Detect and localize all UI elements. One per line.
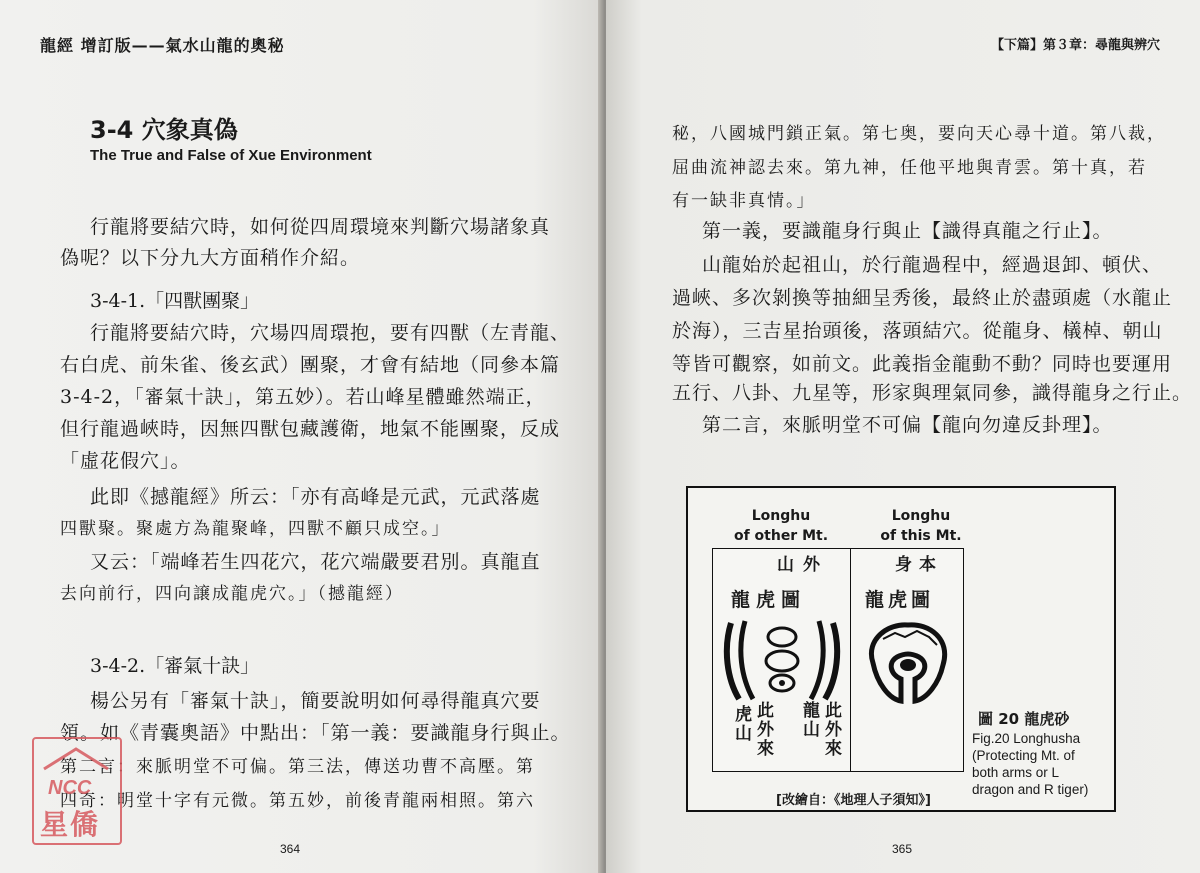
- figure-label-other: Longhu of other Mt.: [733, 508, 829, 544]
- page-number-left: 364: [280, 842, 301, 856]
- figure-label-this: Longhu of this Mt.: [880, 508, 962, 544]
- quote-line: 有一缺非真情。」: [672, 191, 816, 211]
- body-line: 五行、八卦、九星等，形家與理氣同參，識得龍身之行止。: [672, 382, 1193, 404]
- publisher-stamp: [32, 737, 122, 845]
- panel-text: 本: [915, 555, 935, 574]
- principle-second: 第二言，來脈明堂不可偏【龍向勿違反卦理】。: [702, 414, 1113, 436]
- running-head-left: 龍經 增訂版——氣水山龍的奧秘: [40, 36, 285, 55]
- panel-text: 虎山: [731, 705, 751, 743]
- quote-line: 此即《撼龍經》所云：「亦有高峰是元武，元武落處: [90, 486, 541, 508]
- panel-text: 山: [773, 555, 793, 574]
- body-line: 山龍始於起祖山，於行龍過程中，經過退卸、頓伏、: [702, 254, 1163, 276]
- panel-text: 龍虎圖: [865, 589, 935, 611]
- page-number-right: 365: [892, 842, 913, 856]
- body-line: 「虛花假穴」。: [60, 450, 191, 472]
- body-line: 楊公另有「審氣十訣」，簡要說明如何尋得龍真穴要: [90, 690, 541, 712]
- intro-line: 行龍將要結穴時，如何從四周環境來判斷穴場諸象真: [90, 216, 551, 238]
- panel-other-mountain: [712, 548, 852, 772]
- body-line: 但行龍過峽時，因無四獸包藏護衛，地氣不能團聚，反成: [60, 418, 561, 440]
- intro-line: 偽呢？以下分九大方面稍作介紹。: [60, 247, 361, 269]
- right-page: [606, 0, 1200, 873]
- panel-text: 身: [891, 555, 911, 574]
- quote-line: 又云：「端峰若生四花穴，花穴端嚴要君別。真龍直: [90, 551, 541, 573]
- body-line: 第二言：來脈明堂不可偏。第三法，傳送功曹不高壓。第: [60, 757, 535, 777]
- figure-longhusha: [686, 486, 1116, 812]
- body-line: 3-4-2，「審氣十訣」，第五妙）。若山峰星體雖然端正，: [60, 386, 546, 408]
- body-line: 四奇：明堂十字有元微。第五妙，前後青龍兩相照。第六: [60, 791, 535, 811]
- body-line: 於海），三吉星抬頭後，落頭結穴。從龍身、檥棹、朝山: [672, 320, 1163, 342]
- roof-icon: [40, 745, 112, 773]
- quote-line: 四獸聚。聚處方為龍聚峰，四獸不顧只成空。」: [60, 519, 451, 539]
- body-line: 等皆可觀察，如前文。此義指金龍動不動？同時也要運用: [672, 353, 1173, 375]
- figure-source: [改繪自：《地理人子須知》]: [776, 793, 931, 808]
- panel-text: 此外來: [821, 701, 841, 758]
- quote-line: 秘，八國城門鎖正氣。第七奥，要向天心尋十道。第八裁，: [672, 124, 1166, 144]
- panel-text: 此外來: [753, 701, 773, 758]
- section-title-en: The True and False of Xue Environment: [90, 147, 372, 164]
- panel-text: 外: [799, 555, 819, 574]
- mountain-sketch-icon: [859, 619, 957, 705]
- mountain-sketch-icon: [723, 619, 841, 703]
- panel-text: 龍山: [799, 701, 819, 739]
- figure-caption-zh: 圖 20 龍虎砂: [978, 710, 1070, 728]
- principle-first: 第一義，要識龍身行與止【識得真龍之行止】。: [702, 220, 1113, 242]
- body-line: 右白虎、前朱雀、後玄武）團聚，才會有結地（同參本篇: [60, 354, 561, 376]
- section-title: 3-4 穴象真偽: [90, 116, 238, 144]
- panel-this-mountain: [850, 548, 964, 772]
- subsection-heading-2: 3-4-2.「審氣十訣」: [90, 655, 260, 677]
- body-line: 領。如《青囊奧語》中點出：「第一義：要識龍身行與止。: [60, 722, 571, 744]
- stamp-abbr: NCC: [48, 777, 92, 799]
- figure-caption-en: Fig.20 Longhusha (Protecting Mt. of both arms or L dragon and R tiger): [972, 731, 1089, 797]
- quote-line: 去向前行，四向譲成龍虎穴。」（撼龍經）: [60, 584, 404, 604]
- quote-line: 屈曲流神認去來。第九神，任他平地與青雲。第十真，若: [672, 158, 1147, 178]
- panel-text: 龍虎圖: [731, 589, 807, 611]
- body-line: 過峽、多次剝換等抽細呈秀後，最終止於盡頭處（水龍止: [672, 287, 1173, 309]
- subsection-heading-1: 3-4-1.「四獸團聚」: [90, 290, 260, 312]
- body-line: 行龍將要結穴時，穴場四周環抱，要有四獸（左青龍、: [90, 322, 571, 344]
- stamp-name: 星僑: [40, 808, 101, 841]
- running-head-right: 【下篇】第３章：尋龍與辨穴: [990, 38, 1160, 53]
